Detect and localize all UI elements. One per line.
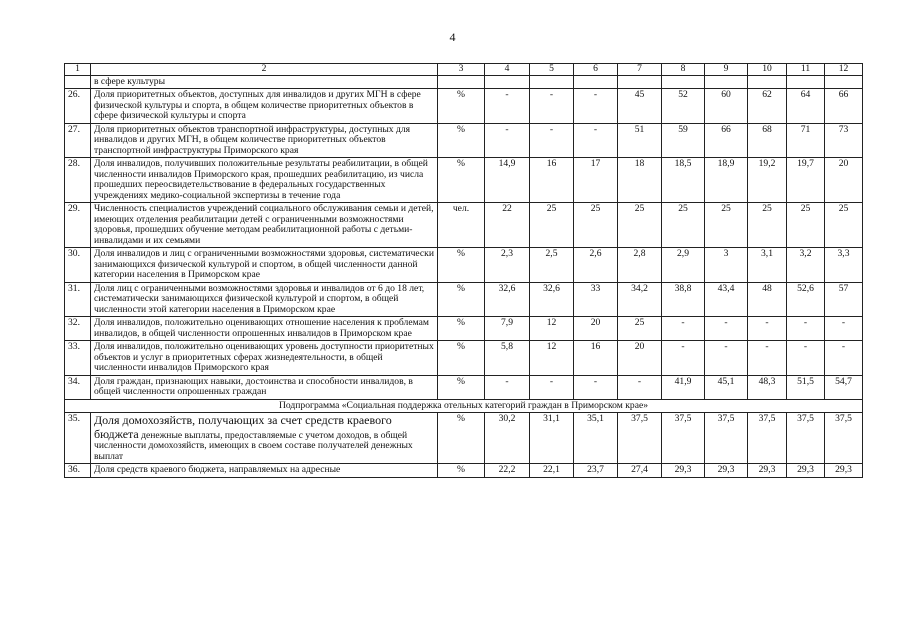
row-value: 18,5 <box>662 158 705 203</box>
table-row <box>65 89 863 124</box>
column-number-1: 1 <box>65 64 91 76</box>
row-unit: % <box>438 123 485 158</box>
section-continuation-row <box>65 75 863 89</box>
row-value: 16 <box>574 341 618 376</box>
row-value: - <box>530 89 574 124</box>
row-value: 25 <box>787 203 825 248</box>
row-value: 38,8 <box>662 282 705 317</box>
row-value: 37,5 <box>787 413 825 464</box>
row-value: 3,2 <box>787 248 825 283</box>
row-value: 66 <box>705 123 748 158</box>
row-indicator-text: Доля инвалидов, положительно оценивающих отношение населения к проблемам инвалидов, в общей численности опрошенных инвалидов в Приморском крае <box>91 317 438 341</box>
row-value: 3,1 <box>748 248 787 283</box>
row-value: 37,5 <box>618 413 662 464</box>
row-value: 68 <box>748 123 787 158</box>
row-value: 51 <box>618 123 662 158</box>
row-value: 66 <box>825 89 863 124</box>
row-indicator-text: Доля лиц с ограниченными возможностями здоровья и инвалидов от 6 до 18 лет, систематически занимающихся физической культурой и спортом, в общей численности этой категории населения в Приморском крае <box>91 282 438 317</box>
row-value: 71 <box>787 123 825 158</box>
row-number: 32. <box>65 317 91 341</box>
row-value: 18 <box>618 158 662 203</box>
row-value: 35,1 <box>574 413 618 464</box>
row-value: - <box>618 375 662 399</box>
table-row <box>65 248 863 283</box>
row-value: 14,9 <box>485 158 530 203</box>
row-value: - <box>530 123 574 158</box>
row-unit: % <box>438 413 485 464</box>
column-number-2: 2 <box>91 64 438 76</box>
row-value: 41,9 <box>662 375 705 399</box>
row-value: 37,5 <box>662 413 705 464</box>
table-row <box>65 375 863 399</box>
row-value: 29,3 <box>662 464 705 478</box>
row-number: 36. <box>65 464 91 478</box>
row-value: 2,8 <box>618 248 662 283</box>
row-value: 20 <box>574 317 618 341</box>
row-value: 25 <box>662 203 705 248</box>
row-unit: чел. <box>438 203 485 248</box>
row-indicator-text <box>91 413 438 464</box>
row-value: 23,7 <box>574 464 618 478</box>
row-value: - <box>485 123 530 158</box>
row-value: - <box>485 375 530 399</box>
row-indicator-text: Доля инвалидов и лиц с ограниченными возможностями здоровья, систематически занимающихся физической культурой и спортом, в общей численности данной категории населения в Приморском крае <box>91 248 438 283</box>
table-row <box>65 317 863 341</box>
row-value: 25 <box>574 203 618 248</box>
row-value: 16 <box>530 158 574 203</box>
row-unit: % <box>438 341 485 376</box>
row-value: 43,4 <box>705 282 748 317</box>
column-number-9: 9 <box>705 64 748 76</box>
column-number-4: 4 <box>485 64 530 76</box>
row-value: - <box>705 341 748 376</box>
row-value: 31,1 <box>530 413 574 464</box>
row-indicator-text: Численность специалистов учреждений социального обслуживания семьи и детей, имеющих отделения реабилитации детей с ограниченными возможностями здоровья, прошедших обучение методам реабилитационной работы с детьми-инвалидами и их семьями <box>91 203 438 248</box>
column-number-3: 3 <box>438 64 485 76</box>
row-value: 25 <box>618 317 662 341</box>
row-indicator-text: Доля приоритетных объектов транспортной инфраструктуры, доступных для инвалидов и других МГН, в общем количестве приоритетных объектов транспортной инфраструктуры Приморского края <box>91 123 438 158</box>
table-row <box>65 413 863 464</box>
row-value: 18,9 <box>705 158 748 203</box>
row-value: 25 <box>530 203 574 248</box>
row-indicator-text: Доля инвалидов, получивших положительные результаты реабилитации, в общей численности инвалидов Приморского края, прошедших реабилитацию, из числа прошедших переосвидетельствование в федеральных государственных учреждениях медико-социальной экспертизы в течение года <box>91 158 438 203</box>
column-number-10: 10 <box>748 64 787 76</box>
row-number: 30. <box>65 248 91 283</box>
row-value: 19,7 <box>787 158 825 203</box>
table-row <box>65 341 863 376</box>
row-value: - <box>748 317 787 341</box>
table-row <box>65 123 863 158</box>
row-unit: % <box>438 248 485 283</box>
row-indicator-text: Доля инвалидов, положительно оценивающих уровень доступности приоритетных объектов и услуг в приоритетных сферах жизнедеятельности, в общей численности инвалидов Приморского края <box>91 341 438 376</box>
table-row <box>65 158 863 203</box>
row-value: 25 <box>748 203 787 248</box>
row-value: 20 <box>825 158 863 203</box>
row-value: 37,5 <box>748 413 787 464</box>
row-unit: % <box>438 375 485 399</box>
row-value: 45,1 <box>705 375 748 399</box>
row-value: 12 <box>530 317 574 341</box>
indicators-table <box>64 63 863 478</box>
row-unit: % <box>438 158 485 203</box>
column-number-8: 8 <box>662 64 705 76</box>
row-value: 45 <box>618 89 662 124</box>
row-value: 27,4 <box>618 464 662 478</box>
column-number-row <box>65 64 863 76</box>
row-number: 28. <box>65 158 91 203</box>
row-value: - <box>705 317 748 341</box>
table-row <box>65 282 863 317</box>
row-value: 25 <box>705 203 748 248</box>
row-value: 52 <box>662 89 705 124</box>
column-number-5: 5 <box>530 64 574 76</box>
page-number: 4 <box>449 30 456 44</box>
subprogram-row <box>65 399 863 413</box>
row-value: 32,6 <box>530 282 574 317</box>
row-number: 29. <box>65 203 91 248</box>
row-value: 57 <box>825 282 863 317</box>
row-value: 2,6 <box>574 248 618 283</box>
row-value: - <box>748 341 787 376</box>
row-value: 60 <box>705 89 748 124</box>
row-value: - <box>825 317 863 341</box>
row-value: 19,2 <box>748 158 787 203</box>
row-value: - <box>787 341 825 376</box>
row-value: 5,8 <box>485 341 530 376</box>
row-value: 52,6 <box>787 282 825 317</box>
row-value: 12 <box>530 341 574 376</box>
row-value: - <box>662 317 705 341</box>
row-value: 32,6 <box>485 282 530 317</box>
row-value: 34,2 <box>618 282 662 317</box>
row-value: 3,3 <box>825 248 863 283</box>
row-value: 22 <box>485 203 530 248</box>
row-number: 35. <box>65 413 91 464</box>
row-indicator-text: Доля средств краевого бюджета, направляемых на адресные <box>91 464 438 478</box>
row-value: 59 <box>662 123 705 158</box>
row-value: 7,9 <box>485 317 530 341</box>
row-value: 2,9 <box>662 248 705 283</box>
row-number: 31. <box>65 282 91 317</box>
row-value: 22,2 <box>485 464 530 478</box>
row-value: 3 <box>705 248 748 283</box>
row-indicator-text-first: Доля домохозяйств, получающих за счет средств краевого бюджета <box>94 413 392 441</box>
row-unit: % <box>438 464 485 478</box>
row-value: - <box>530 375 574 399</box>
row-value: 54,7 <box>825 375 863 399</box>
row-value: 51,5 <box>787 375 825 399</box>
row-value: 29,3 <box>787 464 825 478</box>
row-value: 30,2 <box>485 413 530 464</box>
row-number: 34. <box>65 375 91 399</box>
row-value: 29,3 <box>748 464 787 478</box>
column-number-6: 6 <box>574 64 618 76</box>
row-value: 33 <box>574 282 618 317</box>
row-value: 2,3 <box>485 248 530 283</box>
row-value: 20 <box>618 341 662 376</box>
row-value: 22,1 <box>530 464 574 478</box>
row-value: 29,3 <box>825 464 863 478</box>
row-value: 29,3 <box>705 464 748 478</box>
row-unit: % <box>438 89 485 124</box>
row-unit: % <box>438 317 485 341</box>
row-value: 17 <box>574 158 618 203</box>
row-unit: % <box>438 282 485 317</box>
column-number-7: 7 <box>618 64 662 76</box>
row-value: 62 <box>748 89 787 124</box>
row-value: 37,5 <box>705 413 748 464</box>
row-number: 26. <box>65 89 91 124</box>
row-value: 2,5 <box>530 248 574 283</box>
section-continuation-text: в сфере культуры <box>91 75 438 89</box>
row-value: - <box>574 123 618 158</box>
row-value: - <box>485 89 530 124</box>
row-value: 73 <box>825 123 863 158</box>
row-indicator-text: Доля приоритетных объектов, доступных для инвалидов и других МГН в сфере физической культуры и спорта, в общем количестве приоритетных объектов в сфере физической культуры и спорта <box>91 89 438 124</box>
column-number-12: 12 <box>825 64 863 76</box>
row-number: 27. <box>65 123 91 158</box>
row-value: - <box>825 341 863 376</box>
row-value: 48 <box>748 282 787 317</box>
table-row <box>65 464 863 478</box>
row-value: 37,5 <box>825 413 863 464</box>
table-row <box>65 203 863 248</box>
row-indicator-text-rest: денежные выплаты, предоставляемые с учетом доходов, в общей численности домохозяйств, имеющих в своем составе получателей денежных выплат <box>94 429 413 462</box>
row-value: - <box>574 89 618 124</box>
row-value: - <box>574 375 618 399</box>
row-value: 25 <box>825 203 863 248</box>
subprogram-title: Подпрограмма «Социальная поддержка отельных категорий граждан в Приморском крае» <box>65 399 863 413</box>
row-value: - <box>787 317 825 341</box>
row-value: 48,3 <box>748 375 787 399</box>
row-number: 33. <box>65 341 91 376</box>
column-number-11: 11 <box>787 64 825 76</box>
row-value: 64 <box>787 89 825 124</box>
row-value: 25 <box>618 203 662 248</box>
row-value: - <box>662 341 705 376</box>
row-indicator-text: Доля граждан, признающих навыки, достоинства и способности инвалидов, в общей численности опрошенных граждан <box>91 375 438 399</box>
